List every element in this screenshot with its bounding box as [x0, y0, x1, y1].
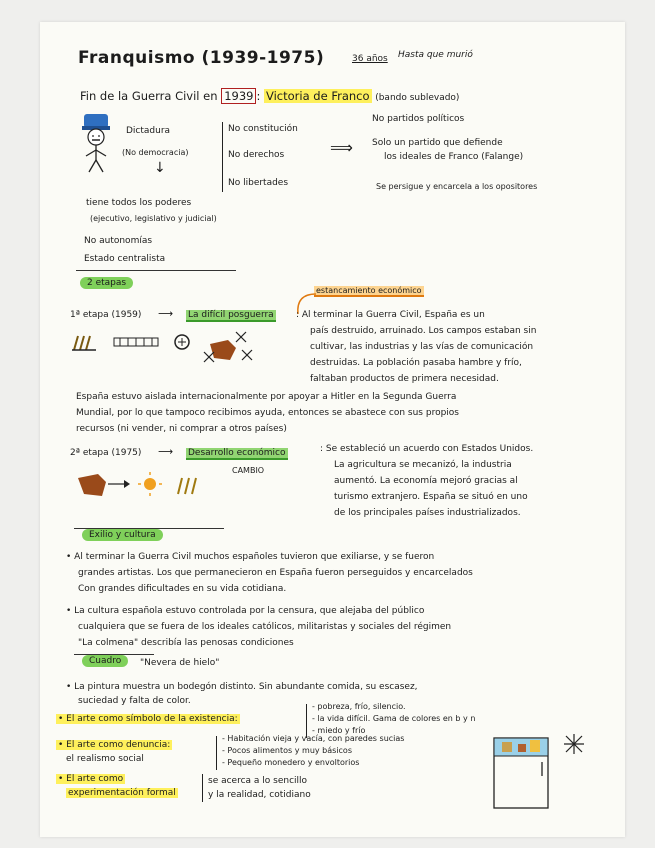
intro-victory: Victoria de Franco: [266, 89, 370, 103]
intro-line: [80, 90, 459, 104]
intro-side: (bando sublevado): [375, 93, 460, 103]
second-stage-text-4: turismo extranjero. España se situó en uno: [334, 492, 528, 502]
denuncia-item-1: - Habitación vieja y vacía, con paredes sucias: [222, 734, 405, 743]
powers-line-2: (ejecutivo, legislativo y judicial): [90, 214, 217, 223]
postwar-doodles-icon: [70, 330, 270, 366]
first-stage-text-4: destruidas. La población pasaba hambre y frío,: [310, 358, 522, 368]
formal-brace: [202, 774, 203, 802]
isolation-line-3: recursos (ni vender, ni comprar a otros países): [76, 424, 287, 434]
stagnation-label: estancamiento económico: [316, 286, 422, 295]
dictadura-label: Dictadura: [126, 126, 171, 136]
painting-intro-2: suciedad y falta de color.: [78, 696, 191, 706]
isolation-line-2: Mundial, por lo que tampoco recibimos ayuda, entonces se abastece con sus propios: [76, 408, 459, 418]
denuncia-brace: [216, 736, 217, 770]
fridge-doodle-icon: [490, 732, 590, 812]
symbol-label: • El arte como símbolo de la existencia:: [58, 714, 238, 724]
regime-note-3: los ideales de Franco (Falange): [384, 152, 524, 162]
regime-item-3: No libertades: [228, 178, 289, 188]
culture-label: Exilio y cultura: [82, 530, 163, 541]
first-stage-arrow-icon: ⟶: [158, 308, 174, 320]
first-stage-text-2: país destruido, arruinado. Los campos estaban sin: [310, 326, 537, 336]
denuncia-item-2: - Pocos alimentos y muy básicos: [222, 746, 352, 755]
regime-item-2: No derechos: [228, 150, 285, 160]
second-stage-text-1: : Se estableció un acuerdo con Estados Unidos.: [320, 444, 534, 454]
isolation-line-1: España estuvo aislada internacionalmente por apoyar a Hitler en la Segunda Guerra: [76, 392, 457, 402]
until-note: Hasta que murió: [398, 50, 473, 60]
denuncia-label-2: el realismo social: [66, 754, 144, 764]
implies-arrow-icon: ⟹: [330, 138, 353, 157]
second-stage-title: Desarrollo económico: [188, 448, 286, 458]
symbol-brace: [306, 704, 307, 738]
soldier-doodle-icon: [76, 112, 116, 174]
symbol-item-3: - miedo y frío: [312, 726, 366, 735]
formal-item-2: y la realidad, cotidiano: [208, 790, 311, 800]
first-stage-text-1: : Al terminar la Guerra Civil, España es un: [296, 310, 485, 320]
regime-note-2: Solo un partido que defiende: [372, 138, 503, 148]
regime-note-4: Se persigue y encarcela a los opositores: [376, 182, 538, 191]
denuncia-label-1: • El arte como denuncia:: [58, 740, 171, 750]
first-stage-title: La difícil posguerra: [188, 310, 274, 320]
culture-p1-line-1: • Al terminar la Guerra Civil muchos españoles tuvieron que exiliarse, y se fueron: [66, 552, 435, 562]
second-stage-text-5: de los principales países industrializados.: [334, 508, 521, 518]
painting-label: Cuadro: [82, 656, 128, 667]
regime-item-1: No constitución: [228, 124, 298, 134]
extra-line-1: No autonomías: [84, 236, 153, 246]
extra-line-2: Estado centralista: [84, 254, 166, 264]
duration: 36 años: [352, 54, 388, 64]
denuncia-item-3: - Pequeño monedero y envoltorios: [222, 758, 360, 767]
second-stage-text-2: La agricultura se mecanizó, la industria: [334, 460, 512, 470]
painting-intro-1: • La pintura muestra un bodegón distinto. Sin abundante comida, su escasez,: [66, 682, 418, 692]
first-stage-name: 1ª etapa (1959): [70, 310, 142, 320]
culture-p1-line-2: grandes artistas. Los que permanecieron en España fueron perseguidos y encarcelados: [78, 568, 473, 578]
second-stage-name: 2ª etapa (1975): [70, 448, 142, 458]
second-stage-arrow-icon: ⟶: [158, 446, 174, 458]
intro-colon: :: [256, 89, 261, 103]
development-doodles-icon: [74, 470, 224, 504]
culture-p2-line-2: cualquiera que se fuera de los ideales católicos, militaristas y sociales del régimen: [78, 622, 452, 632]
regime-brace: [222, 122, 223, 192]
culture-p2-line-3: "La colmena" describía las penosas condiciones: [78, 638, 294, 648]
painting-name: "Nevera de hielo": [140, 658, 220, 668]
culture-p1-line-3: Con grandes dificultades en su vida cotidiana.: [78, 584, 287, 594]
symbol-item-2: - la vida difícil. Gama de colores en b y n: [312, 714, 476, 723]
page-title: Franquismo (1939-1975): [78, 48, 325, 68]
formal-label-2: experimentación formal: [68, 788, 176, 798]
first-stage-text-5: faltaban productos de primera necesidad.: [310, 374, 499, 384]
second-stage-text-3: aumentó. La economía mejoró gracias al: [334, 476, 518, 486]
culture-p2-line-1: • La cultura española estuvo controlada por la censura, que alejaba del público: [66, 606, 425, 616]
divider-1: [76, 270, 236, 271]
intro-prefix: Fin de la Guerra Civil en: [80, 89, 218, 103]
formal-item-1: se acerca a lo sencillo: [208, 776, 308, 786]
no-democracia-label: (No democracia): [122, 148, 189, 157]
powers-line-1: tiene todos los poderes: [86, 198, 192, 208]
symbol-item-1: - pobreza, frío, silencio.: [312, 702, 406, 711]
etapas-label: 2 etapas: [80, 278, 133, 289]
cambio-label: CAMBIO: [232, 466, 265, 475]
formal-label-1: • El arte como: [58, 774, 124, 784]
intro-year: 1939: [221, 88, 256, 104]
first-stage-text-3: cultivar, las industrias y las vías de comunicación: [310, 342, 534, 352]
down-arrow-icon: ↓: [154, 160, 166, 176]
regime-note-1: No partidos políticos: [372, 114, 465, 124]
